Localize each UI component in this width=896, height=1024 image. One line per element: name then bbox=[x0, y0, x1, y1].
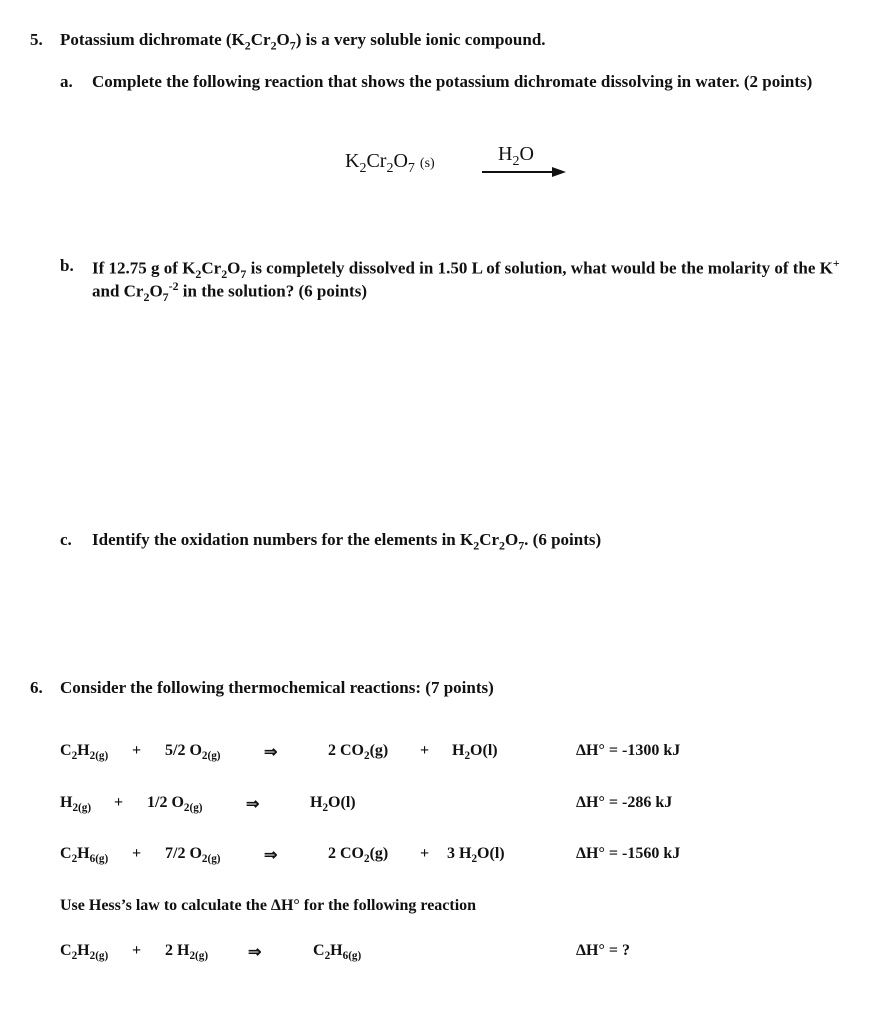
r2-plus: + bbox=[114, 794, 124, 811]
r1-product-d: $H_2O(l)$ bbox=[452, 742, 498, 763]
arrow-label-text: O bbox=[519, 143, 534, 165]
r2-dh: ΔH° = -286 kJ bbox=[576, 794, 673, 811]
r1-reactant-a: $C_2H_{2(g)}$ bbox=[60, 742, 109, 763]
q6-prompt: Consider the following thermochemical reactions: (7 points) bbox=[60, 678, 494, 697]
r3-reactant-a: $C_2H_{6(g)}$ bbox=[60, 845, 109, 866]
r3-plus2: + bbox=[420, 845, 430, 862]
r4-reactant-b: 2 $H_{2(g)}$ bbox=[165, 942, 209, 963]
q5b-sup: + bbox=[832, 256, 840, 270]
r4-reactant-a: $C_2H_{2(g)}$ bbox=[60, 942, 109, 963]
q5b-sub: 2 bbox=[195, 267, 202, 282]
q5b-line2 bbox=[92, 279, 367, 305]
r1-reactant-b: 5/2 $O_{2(g)}$ bbox=[165, 742, 221, 763]
r4-dh: ΔH° = ? bbox=[576, 942, 630, 959]
reaction-sub: 7 bbox=[407, 161, 415, 176]
reaction-state: (s) bbox=[419, 156, 435, 171]
reaction-arrow-head bbox=[552, 167, 566, 177]
q5b-sub: 7 bbox=[162, 290, 169, 305]
reaction-text: Cr bbox=[366, 150, 387, 172]
q5b-sub: 2 bbox=[221, 267, 228, 282]
q5c-sub: 7 bbox=[518, 538, 525, 553]
q5c-text: O bbox=[504, 530, 519, 549]
q5c-label: c. bbox=[60, 530, 72, 549]
q5a-reaction bbox=[345, 150, 435, 177]
r2-reactant-a: $H_{2(g)}$ bbox=[60, 794, 92, 815]
r1-plus2: + bbox=[420, 742, 430, 759]
q5c-text: . (6 points) bbox=[524, 530, 602, 549]
q5c-text: Identify the oxidation numbers for the elements in K bbox=[92, 530, 474, 549]
q5-sub: 2 bbox=[270, 38, 277, 53]
q5a-prompt: Complete the following reaction that shows the potassium dichromate dissolving in water. (2 points) bbox=[92, 72, 813, 91]
r1-product-c: 2 $CO_2(g)$ bbox=[328, 742, 389, 763]
reaction-sub: 2 bbox=[359, 161, 367, 176]
r1-arrow: ⇒ bbox=[264, 744, 278, 761]
q5b-sub: 2 bbox=[143, 290, 150, 305]
r4-product-c: $C_2H_{6(g)}$ bbox=[313, 942, 362, 963]
reaction-text: K bbox=[345, 150, 360, 172]
q5-prompt bbox=[60, 30, 546, 53]
arrow-label-sub: 2 bbox=[512, 154, 520, 169]
q5b-text: in the solution? (6 points) bbox=[178, 281, 367, 301]
q5-prompt-text: O bbox=[276, 30, 290, 49]
q5b-text: If 12.75 g of K bbox=[92, 258, 196, 278]
r3-plus: + bbox=[132, 845, 142, 862]
r3-product-d: 3 $H_2O(l)$ bbox=[447, 845, 505, 866]
q5a-label: a. bbox=[60, 72, 73, 91]
q5b-sub: 7 bbox=[240, 267, 247, 282]
reaction-text: O bbox=[393, 150, 408, 172]
hess-prompt: Use Hess’s law to calculate the ΔH° for the following reaction bbox=[60, 897, 477, 914]
r2-arrow: ⇒ bbox=[246, 796, 260, 813]
q5b-text: is completely dissolved in 1.50 L of solution, what would be the molarity of the K bbox=[246, 258, 833, 278]
r3-dh: ΔH° = -1560 kJ bbox=[576, 845, 681, 862]
q5b-text: O bbox=[149, 281, 163, 301]
reaction-arrow-line bbox=[482, 171, 554, 173]
r4-arrow: ⇒ bbox=[248, 944, 262, 961]
q5-sub: 2 bbox=[244, 38, 251, 53]
q5c-sub: 2 bbox=[499, 538, 505, 553]
q6-number: 6. bbox=[30, 678, 43, 697]
q5b-text: and Cr bbox=[92, 281, 144, 301]
reaction-sub: 2 bbox=[386, 161, 394, 176]
q5b-text: Cr bbox=[201, 258, 222, 278]
r4-plus: + bbox=[132, 942, 142, 959]
arrow-label-text: H bbox=[498, 143, 513, 165]
q5-number: 5. bbox=[30, 30, 43, 49]
q5c-text: Cr bbox=[479, 530, 500, 549]
arrow-label bbox=[498, 143, 534, 170]
q5-prompt-text: Cr bbox=[250, 30, 271, 49]
r3-reactant-b: 7/2 $O_{2(g)}$ bbox=[165, 845, 221, 866]
q5c-sub: 2 bbox=[473, 538, 480, 553]
q5c-prompt bbox=[92, 530, 601, 553]
q5b-text: O bbox=[227, 258, 241, 278]
q5b-sup: -2 bbox=[168, 279, 179, 293]
r1-plus: + bbox=[132, 742, 142, 759]
q5b-label: b. bbox=[60, 256, 74, 275]
r1-dh: ΔH° = -1300 kJ bbox=[576, 742, 681, 759]
q5-prompt-text: Potassium dichromate (K bbox=[60, 30, 245, 49]
q5-sub: 7 bbox=[289, 38, 296, 53]
r3-arrow: ⇒ bbox=[264, 847, 278, 864]
r3-product-c: 2 $CO_2(g)$ bbox=[328, 845, 389, 866]
q5-prompt-text: ) is a very soluble ionic compound. bbox=[295, 30, 546, 49]
r2-reactant-b: 1/2 $O_{2(g)}$ bbox=[147, 794, 203, 815]
r2-product-c: $H_2O(l)$ bbox=[310, 794, 356, 815]
